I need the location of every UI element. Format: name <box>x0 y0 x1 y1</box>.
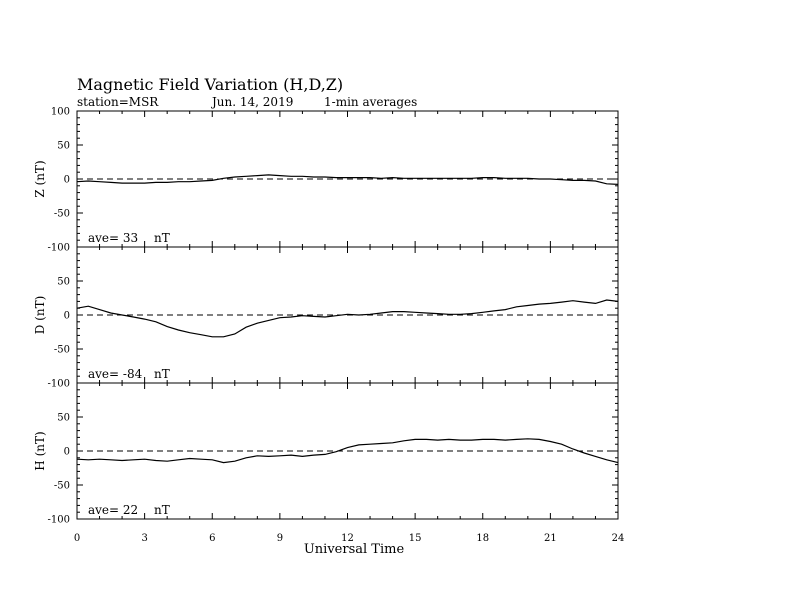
average-unit-h: nT <box>154 503 170 517</box>
date-label: Jun. 14, 2019 <box>212 95 294 109</box>
y-tick-label: -100 <box>47 514 70 526</box>
x-tick-label: 24 <box>611 533 625 544</box>
y-axis-label-z: Z (nT) <box>33 160 47 198</box>
average-unit-z: nT <box>154 231 170 245</box>
y-tick-label: 0 <box>63 174 70 186</box>
y-tick-label: -100 <box>47 378 70 390</box>
y-tick-label: 50 <box>57 412 70 424</box>
panel-h <box>33 383 618 526</box>
x-tick-label: 3 <box>141 533 148 544</box>
y-tick-label: 0 <box>63 310 70 322</box>
average-value-z: ave= 33 <box>88 231 139 245</box>
y-tick-label: -50 <box>53 480 70 492</box>
y-tick-label: -50 <box>53 344 70 356</box>
averaging-label: 1-min averages <box>324 95 418 109</box>
y-tick-label: -100 <box>47 242 70 254</box>
y-tick-label: 0 <box>63 446 70 458</box>
y-tick-label: -50 <box>53 208 70 220</box>
panel-d <box>33 247 618 390</box>
x-tick-label: 15 <box>408 533 422 544</box>
y-axis-label-h: H (nT) <box>33 431 47 471</box>
y-axis-label-d: D (nT) <box>33 295 47 335</box>
x-tick-label: 0 <box>73 533 81 544</box>
series-line-z <box>77 175 618 185</box>
average-value-d: ave= -84 <box>88 367 143 381</box>
x-tick-label: 12 <box>341 533 354 544</box>
x-tick-label: 21 <box>544 533 557 544</box>
x-axis-title: Universal Time <box>303 542 405 557</box>
x-tick-label: 9 <box>276 533 284 544</box>
panel-z <box>33 107 618 254</box>
y-tick-label: 100 <box>50 106 70 118</box>
station-label: station=MSR <box>77 95 159 109</box>
average-value-h: ave= 22 <box>88 503 139 517</box>
y-tick-label: 50 <box>57 140 70 152</box>
y-tick-label: 50 <box>57 276 70 288</box>
x-tick-label: 6 <box>209 533 216 544</box>
plot-panels <box>33 107 618 526</box>
x-tick-label: 18 <box>476 533 490 544</box>
series-line-d <box>77 300 618 337</box>
chart-title: Magnetic Field Variation (H,D,Z) <box>77 75 344 94</box>
average-unit-d: nT <box>154 367 170 381</box>
